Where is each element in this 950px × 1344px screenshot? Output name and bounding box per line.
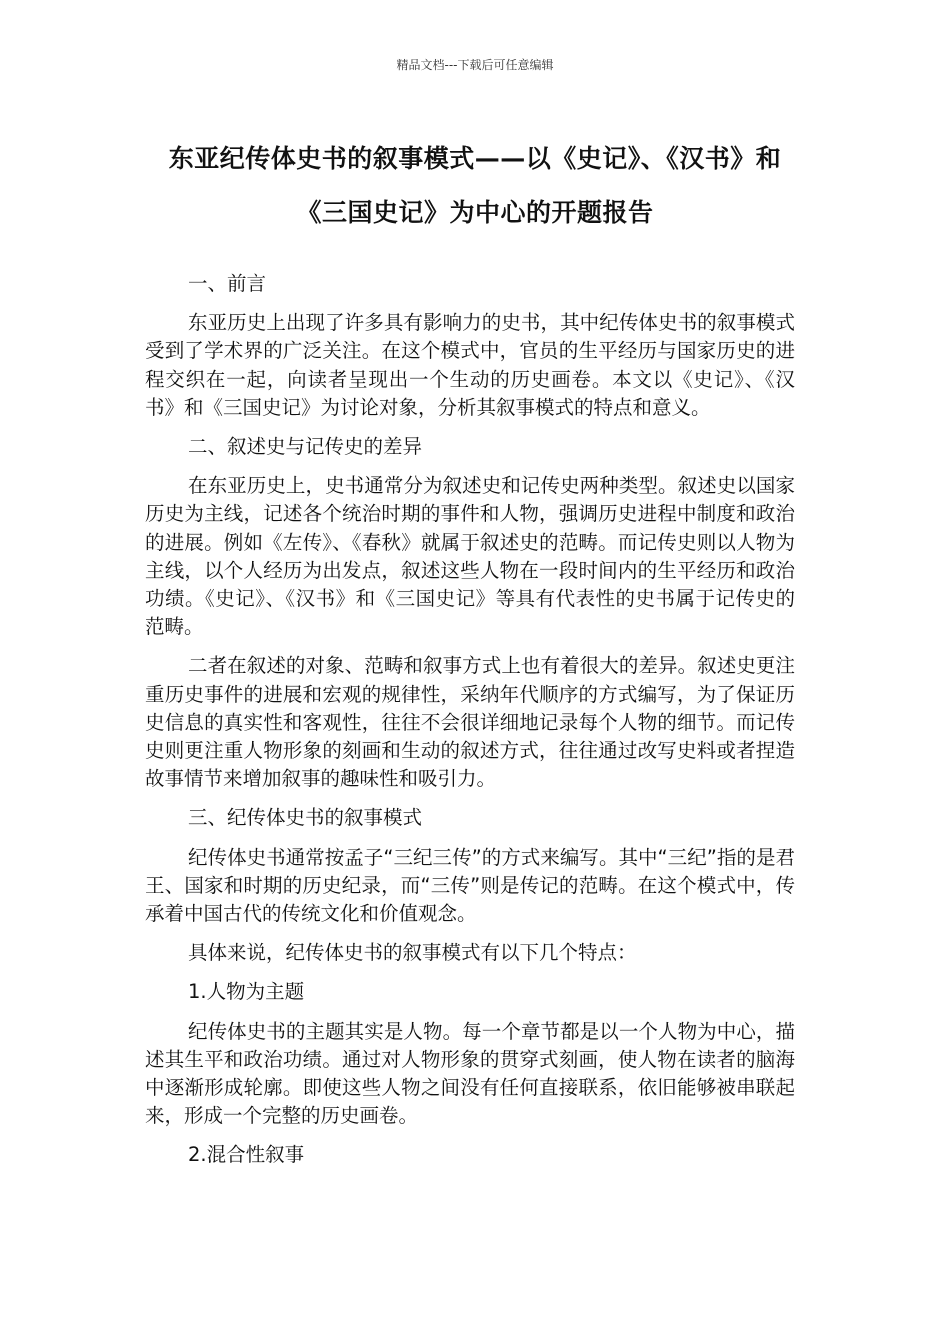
paragraph-character-theme: 纪传体史书的主题其实是人物。每一个章节都是以一个人物为中心，描述其生平和政治功绩。通过对人物形象的贯穿式刻画，使人物在读者的脑海中逐渐形成轮廓。即使这些人物之间没有任何直接联系，依旧能够被串联起来，形成一个完整的历史画卷。	[145, 1019, 795, 1128]
header-watermark: 精品文档---下载后可任意编辑	[396, 58, 554, 72]
section-heading-preface: 一、前言	[188, 272, 267, 295]
section-heading-difference: 二、叙述史与记传史的差异	[188, 435, 423, 459]
paragraph-features-intro: 具体来说，纪传体史书的叙事模式有以下几个特点：	[188, 941, 637, 965]
section-heading-narrative-mode: 三、纪传体史书的叙事模式	[188, 806, 423, 830]
document-title: 东亚纪传体史书的叙事模式——以《史记》、《汉书》和《三国史记》为中心的开题报告	[168, 144, 782, 227]
paragraph-differences: 二者在叙述的对象、范畴和叙事方式上也有着很大的差异。叙述史更注重历史事件的进展和宏观的规律性，采纳年代顺序的方式编写，为了保证历史信息的真实性和客观性，往往不会很详细地记录每个人物的细节。而记传史则更注重人物形象的刻画和生动的叙述方式，往往通过改写史料或者捏造故事情节来增加叙事的趣味性和吸引力。	[145, 654, 795, 791]
paragraph-preface: 东亚历史上出现了许多具有影响力的史书，其中纪传体史书的叙事模式受到了学术界的广泛关注。在这个模式中，官员的生平经历与国家历史的进程交织在一起，向读者呈现出一个生动的历史画卷。本文以《史记》、《汉书》和《三国史记》为讨论对象，分析其叙事模式的特点和意义。	[145, 311, 795, 419]
subheading-character-theme: 1.人物为主题	[188, 980, 305, 1004]
subheading-mixed-narrative: 2.混合性叙事	[188, 1143, 305, 1167]
paragraph-history-types: 在东亚历史上，史书通常分为叙述史和记传史两种类型。叙述史以国家历史为主线，记述各个统治时期的事件和人物，强调历史进程中制度和政治的进展。例如《左传》、《春秋》就属于叙述史的范畴。而记传史则以人物为主线，以个人经历为出发点，叙述这些人物在一段时间内的生平经历和政治功绩。《史记》、《汉书》和《三国史记》等具有代表性的史书属于记传史的范畴。	[145, 474, 795, 639]
paragraph-three-records: 纪传体史书通常按孟子“三纪三传”的方式来编写。其中“三纪”指的是君王、国家和时期的历史纪录，而“三传”则是传记的范畴。在这个模式中，传承着中国古代的传统文化和价值观念。	[145, 845, 795, 926]
document-body	[145, 270, 795, 1181]
